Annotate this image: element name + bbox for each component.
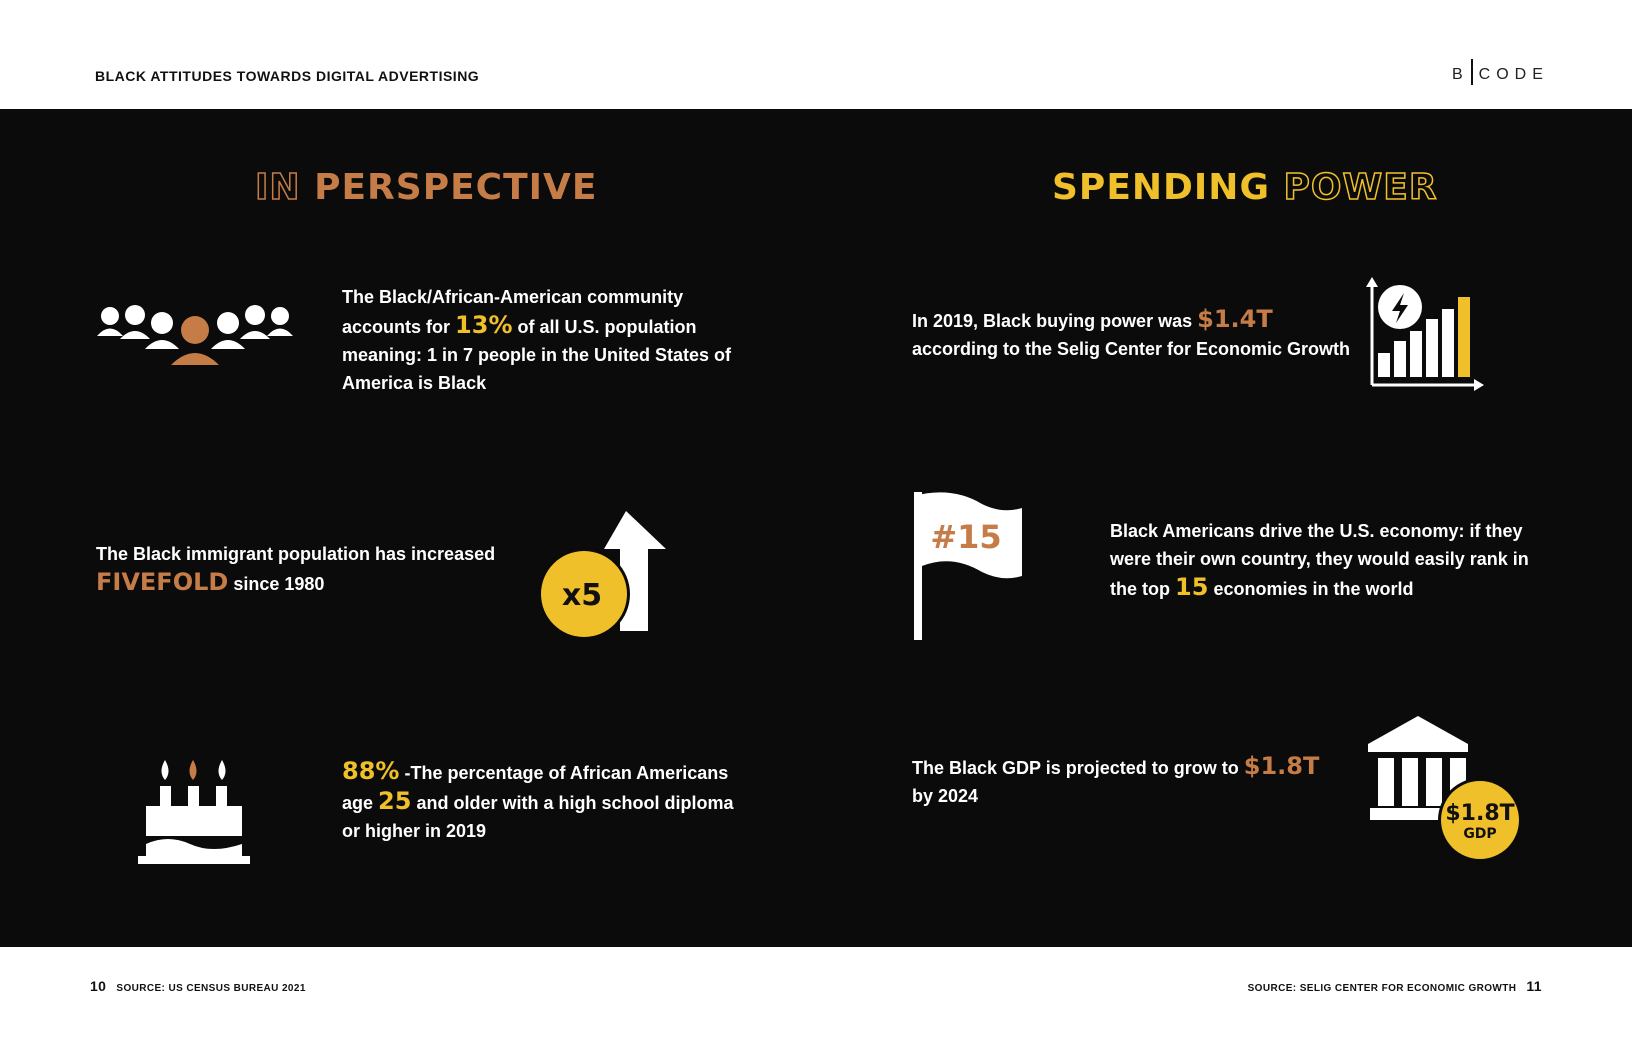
population-percent: 13% — [455, 311, 513, 339]
logo-left: B — [1452, 66, 1469, 84]
economy-line2: were their own country, they would easily rank in — [1110, 549, 1529, 569]
buying-power-stat — [912, 305, 1372, 363]
population-line3: meaning: 1 in 7 people in the United States of — [342, 345, 732, 365]
economy-line3: the top 15 economies in the world — [1110, 573, 1414, 601]
title-spending: SPENDING — [1052, 167, 1270, 208]
buying-power-value: $1.4T — [1197, 305, 1273, 333]
education-percent: 88% — [342, 757, 400, 785]
economy-line1: Black Americans drive the U.S. economy: if they — [1110, 521, 1523, 541]
gdp-badge-label: GDP — [1463, 826, 1497, 842]
footer-left — [80, 978, 306, 994]
in-perspective-title — [255, 167, 598, 208]
population-line4: America is Black — [342, 373, 487, 393]
education-stat — [342, 757, 742, 845]
economy-rank-stat — [1110, 517, 1530, 603]
title-in: IN — [255, 167, 301, 208]
source-right: SOURCE: SELIG CENTER FOR ECONOMIC GROWTH — [1247, 983, 1517, 994]
fivefold-highlight: FIVEFOLD — [96, 568, 229, 596]
flag-rank-text: #15 — [930, 518, 1002, 556]
page-number-right: 11 — [1526, 978, 1542, 994]
logo-right: CODE — [1478, 66, 1549, 84]
gdp-stat — [912, 752, 1332, 810]
x5-badge-text: x5 — [561, 578, 603, 613]
gdp-value: $1.8T — [1243, 752, 1320, 780]
growth-chart-icon — [1362, 277, 1486, 395]
footer-right — [1248, 978, 1552, 994]
header-title: BLACK ATTITUDES TOWARDS DIGITAL ADVERTISING — [95, 68, 480, 84]
spending-power-title — [1052, 167, 1438, 208]
title-perspective: PERSPECTIVE — [314, 167, 598, 208]
education-line2: age 25 and older with a high school diploma — [342, 787, 734, 815]
birthday-cake-icon — [138, 754, 250, 866]
title-power: POWER — [1283, 167, 1438, 208]
bank-gdp-icon — [1366, 716, 1526, 871]
economy-rank-value: 15 — [1175, 573, 1209, 601]
immigrant-line2: FIVEFOLD since 1980 — [96, 568, 325, 596]
buying-power-line2: according to the Selig Center for Economic Growth — [912, 339, 1351, 359]
immigrant-stat — [96, 540, 516, 598]
education-age: 25 — [378, 787, 412, 815]
education-line3: or higher in 2019 — [342, 821, 487, 841]
fivefold-arrow-icon — [536, 509, 670, 643]
gdp-badge-value: $1.8T — [1445, 801, 1515, 826]
gdp-line2: by 2024 — [912, 786, 979, 806]
education-line1: 88% -The percentage of African Americans — [342, 757, 729, 785]
gdp-line1: The Black GDP is projected to grow to $1.8T — [912, 752, 1320, 780]
population-stat — [342, 283, 732, 397]
logo-divider — [1471, 59, 1473, 85]
content-panel — [0, 109, 1632, 947]
people-group-icon — [95, 301, 295, 371]
source-left: SOURCE: US CENSUS BUREAU 2021 — [116, 983, 306, 994]
brand-logo — [1452, 62, 1549, 88]
buying-power-line1: In 2019, Black buying power was $1.4T — [912, 305, 1273, 333]
rank-flag-icon — [912, 492, 1024, 642]
population-line1: The Black/African-American community — [342, 287, 684, 307]
page-number-left: 10 — [90, 978, 107, 994]
immigrant-line1: The Black immigrant population has increased — [96, 544, 496, 564]
population-line2: accounts for 13% of all U.S. population — [342, 311, 697, 339]
